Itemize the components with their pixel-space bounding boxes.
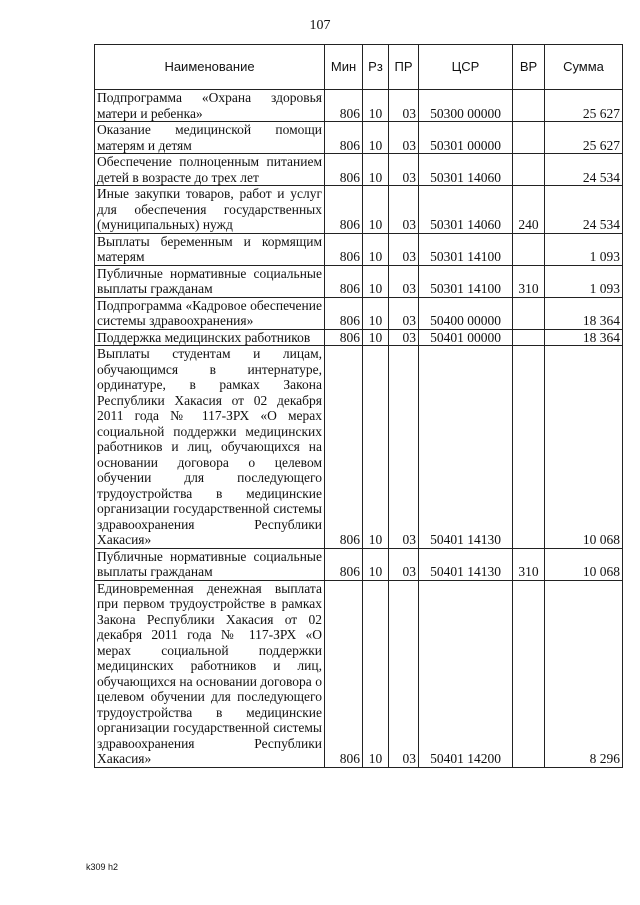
cell-sum: 25 627: [545, 122, 623, 154]
table-row: [95, 233, 623, 265]
cell-min: 806: [325, 154, 363, 186]
cell-name: Поддержка медицинских работников: [95, 329, 325, 346]
cell-sum: 25 627: [545, 90, 623, 122]
cell-sum: 10 068: [545, 346, 623, 549]
cell-min: 806: [325, 233, 363, 265]
table-header-row: [95, 45, 623, 90]
cell-sum: 10 068: [545, 548, 623, 580]
cell-csr: 50401 14130: [419, 346, 513, 549]
footer-code: k309 h2: [86, 862, 119, 872]
budget-table: [94, 44, 623, 768]
cell-vr: [513, 346, 545, 549]
cell-csr: 50301 00000: [419, 122, 513, 154]
cell-vr: [513, 233, 545, 265]
page-number: 107: [309, 18, 331, 33]
cell-rz: 10: [363, 90, 389, 122]
cell-pr: 03: [389, 233, 419, 265]
cell-min: 806: [325, 186, 363, 234]
cell-csr: 50301 14100: [419, 233, 513, 265]
cell-pr: 03: [389, 186, 419, 234]
cell-name: Выплаты студентам и лицам, обучающимся в интернатуре, ординатуре, в рамках Закона Республики Хакасия от 02 декабря 2011 года № 117-ЗРХ «О мерах социальной поддержки медицинских работников и лиц, обучающихся на основании договора о целевом обучении для последующего трудоустройства в медицинские организации государственной системы здравоохранения Республики Хакасия»: [95, 346, 325, 549]
cell-rz: 10: [363, 265, 389, 297]
cell-name: Подпрограмма «Охрана здоровья матери и ребенка»: [95, 90, 325, 122]
cell-min: 806: [325, 346, 363, 549]
cell-sum: 1 093: [545, 233, 623, 265]
cell-name: Единовременная денежная выплата при первом трудоустройстве в рамках Закона Республики Хакасия от 02 декабря 2011 года № 117-ЗРХ «О мерах социальной поддержки медицинских работников и лиц, обучающихся на основании договора о целевом обучении для последующего трудоустройства в медицинские организации государственной системы здравоохранения Республики Хакасия»: [95, 580, 325, 767]
cell-vr: [513, 297, 545, 329]
cell-rz: 10: [363, 122, 389, 154]
cell-pr: 03: [389, 548, 419, 580]
cell-pr: 03: [389, 122, 419, 154]
cell-sum: 24 534: [545, 154, 623, 186]
header-name: Наименование: [95, 45, 325, 90]
cell-name: Оказание медицинской помощи матерям и детям: [95, 122, 325, 154]
table-row: [95, 580, 623, 767]
header-min: Мин: [325, 45, 363, 90]
table-row: [95, 329, 623, 346]
cell-rz: 10: [363, 346, 389, 549]
cell-vr: [513, 90, 545, 122]
cell-name: Публичные нормативные социальные выплаты гражданам: [95, 265, 325, 297]
cell-csr: 50301 14100: [419, 265, 513, 297]
cell-vr: 240: [513, 186, 545, 234]
cell-vr: 310: [513, 548, 545, 580]
cell-rz: 10: [363, 297, 389, 329]
cell-min: 806: [325, 580, 363, 767]
cell-csr: 50401 14200: [419, 580, 513, 767]
table-row: [95, 548, 623, 580]
cell-min: 806: [325, 90, 363, 122]
cell-csr: 50401 14130: [419, 548, 513, 580]
cell-sum: 18 364: [545, 329, 623, 346]
cell-sum: 1 093: [545, 265, 623, 297]
header-sum: Сумма: [545, 45, 623, 90]
table-row: [95, 265, 623, 297]
cell-pr: 03: [389, 346, 419, 549]
cell-min: 806: [325, 329, 363, 346]
table-row: [95, 122, 623, 154]
cell-rz: 10: [363, 580, 389, 767]
cell-pr: 03: [389, 580, 419, 767]
cell-csr: 50300 00000: [419, 90, 513, 122]
cell-csr: 50301 14060: [419, 186, 513, 234]
cell-name: Выплаты беременным и кормящим матерям: [95, 233, 325, 265]
cell-rz: 10: [363, 154, 389, 186]
cell-pr: 03: [389, 154, 419, 186]
cell-name: Публичные нормативные социальные выплаты гражданам: [95, 548, 325, 580]
cell-sum: 8 296: [545, 580, 623, 767]
cell-rz: 10: [363, 548, 389, 580]
table-body: [95, 90, 623, 768]
cell-rz: 10: [363, 186, 389, 234]
cell-vr: 310: [513, 265, 545, 297]
cell-name: Иные закупки товаров, работ и услуг для обеспечения государственных (муниципальных) нужд: [95, 186, 325, 234]
cell-min: 806: [325, 297, 363, 329]
table-row: [95, 297, 623, 329]
cell-vr: [513, 154, 545, 186]
cell-min: 806: [325, 122, 363, 154]
cell-vr: [513, 122, 545, 154]
cell-sum: 18 364: [545, 297, 623, 329]
table-row: [95, 346, 623, 549]
cell-min: 806: [325, 548, 363, 580]
header-csr: ЦСР: [419, 45, 513, 90]
cell-rz: 10: [363, 329, 389, 346]
cell-sum: 24 534: [545, 186, 623, 234]
table-row: [95, 186, 623, 234]
cell-pr: 03: [389, 297, 419, 329]
cell-rz: 10: [363, 233, 389, 265]
cell-name: Обеспечение полноценным питанием детей в возрасте до трех лет: [95, 154, 325, 186]
cell-csr: 50400 00000: [419, 297, 513, 329]
table-row: [95, 90, 623, 122]
cell-csr: 50401 00000: [419, 329, 513, 346]
header-vr: ВР: [513, 45, 545, 90]
cell-min: 806: [325, 265, 363, 297]
cell-vr: [513, 329, 545, 346]
table-row: [95, 154, 623, 186]
cell-name: Подпрограмма «Кадровое обеспечение системы здравоохранения»: [95, 297, 325, 329]
cell-vr: [513, 580, 545, 767]
header-rz: Рз: [363, 45, 389, 90]
cell-pr: 03: [389, 265, 419, 297]
cell-pr: 03: [389, 90, 419, 122]
cell-csr: 50301 14060: [419, 154, 513, 186]
cell-pr: 03: [389, 329, 419, 346]
header-pr: ПР: [389, 45, 419, 90]
